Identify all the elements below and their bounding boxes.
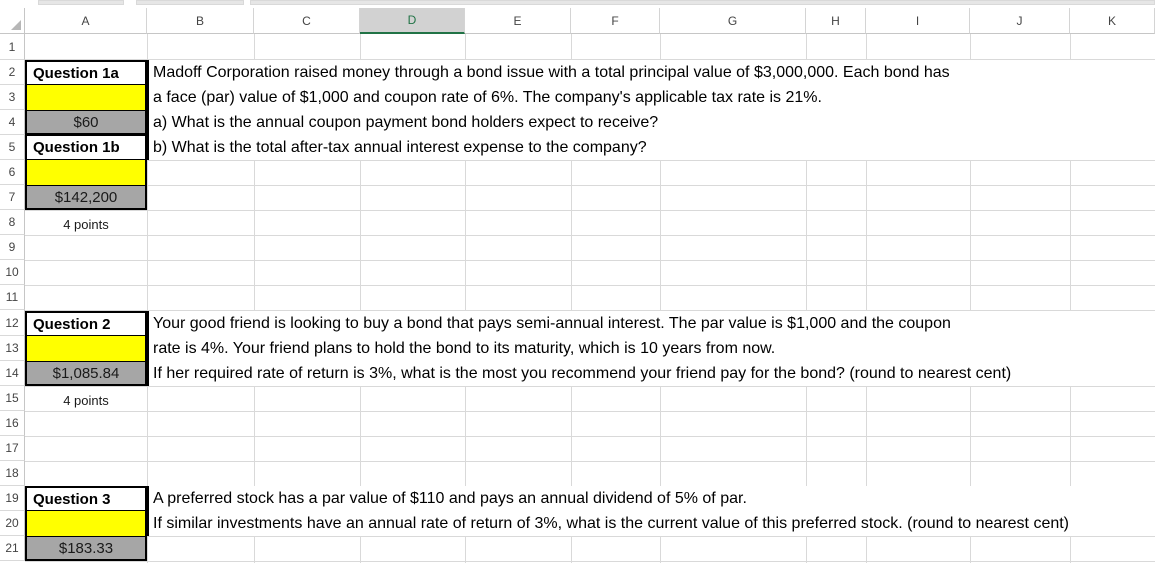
row-header-21[interactable]: 21 [0,536,25,561]
column-header-b[interactable]: B [147,8,254,34]
question-text-line: If similar investments have an annual rate of return of 3%, what is the current value of this preferred stock. (round to nearest cent) [153,514,1070,532]
column-header-k[interactable]: K [1070,8,1155,34]
question-1b-answer[interactable]: $142,200 [25,185,147,210]
row-header-13[interactable]: 13 [0,336,25,361]
question-text-line: If her required rate of return is 3%, what is the most you recommend your friend pay for the bond? (round to nearest cent) [153,364,1012,382]
question-2-label[interactable]: Question 2 [25,311,147,336]
column-header-a[interactable]: A [25,8,147,34]
select-all-corner[interactable] [0,8,25,34]
question-text-line: b) What is the total after-tax annual interest expense to the company? [153,138,647,156]
column-header-f[interactable]: F [571,8,660,34]
question-2-text[interactable] [147,311,1155,386]
question-text-line: a) What is the annual coupon payment bond holders expect to receive? [153,113,659,131]
question-1a-input-cell[interactable] [25,85,147,110]
question-text-line: a face (par) value of $1,000 and coupon rate of 6%. The company's applicable tax rate is 21%. [153,88,822,106]
question-3-label[interactable]: Question 3 [25,486,147,511]
question-text-line: A preferred stock has a par value of $110 and pays an annual dividend of 5% of par. [153,489,747,507]
row-header-16[interactable]: 16 [0,411,25,436]
row-header-4[interactable]: 4 [0,110,25,135]
column-header-h[interactable]: H [806,8,866,34]
row-header-7[interactable]: 7 [0,185,25,210]
column-header-c[interactable]: C [254,8,360,34]
row-header-14[interactable]: 14 [0,361,25,386]
row-header-8[interactable]: 8 [0,210,25,235]
row-header-18[interactable]: 18 [0,461,25,486]
question-2-input-cell[interactable] [25,336,147,361]
row-header-1[interactable]: 1 [0,34,25,60]
question-2-points: 4 points [63,393,109,408]
row-header-3[interactable]: 3 [0,85,25,110]
question-2-answer[interactable]: $1,085.84 [25,361,147,386]
row-header-12[interactable]: 12 [0,310,25,336]
row-header-9[interactable]: 9 [0,235,25,260]
question-1a-answer[interactable]: $60 [25,110,147,135]
column-header-d[interactable]: D [360,8,465,34]
column-header-g[interactable]: G [660,8,806,34]
question-3-answer[interactable]: $183.33 [25,536,147,561]
question-3-input-cell[interactable] [25,511,147,536]
toolbar-strip [136,0,244,5]
row-header-5[interactable]: 5 [0,135,25,160]
toolbar-strip [38,0,124,5]
toolbar-strip [250,0,1155,5]
row-header-19[interactable]: 19 [0,486,25,511]
row-header-11[interactable]: 11 [0,285,25,310]
question-1b-input-cell[interactable] [25,160,147,185]
question-text-line: rate is 4%. Your friend plans to hold the bond to its maturity, which is 10 years from now. [153,339,776,357]
row-header-2[interactable]: 2 [0,60,25,85]
column-header-i[interactable]: I [866,8,970,34]
question-3-text[interactable] [147,486,1155,536]
row-header-6[interactable]: 6 [0,160,25,185]
column-header-j[interactable]: J [970,8,1070,34]
question-text-line: Your good friend is looking to buy a bond that pays semi-annual interest. The par value is $1,000 and the coupon [153,314,951,332]
row-header-17[interactable]: 17 [0,436,25,461]
column-header-e[interactable]: E [465,8,571,34]
question-1b-label[interactable]: Question 1b [25,135,147,160]
question-text-line: Madoff Corporation raised money through a bond issue with a total principal value of $3,000,000. Each bond has [153,63,950,81]
question-1-text[interactable] [147,60,1155,160]
row-header-15[interactable]: 15 [0,386,25,411]
row-header-20[interactable]: 20 [0,511,25,536]
question-1a-label[interactable]: Question 1a [25,60,147,85]
row-header-10[interactable]: 10 [0,260,25,285]
question-1-points: 4 points [63,217,109,232]
